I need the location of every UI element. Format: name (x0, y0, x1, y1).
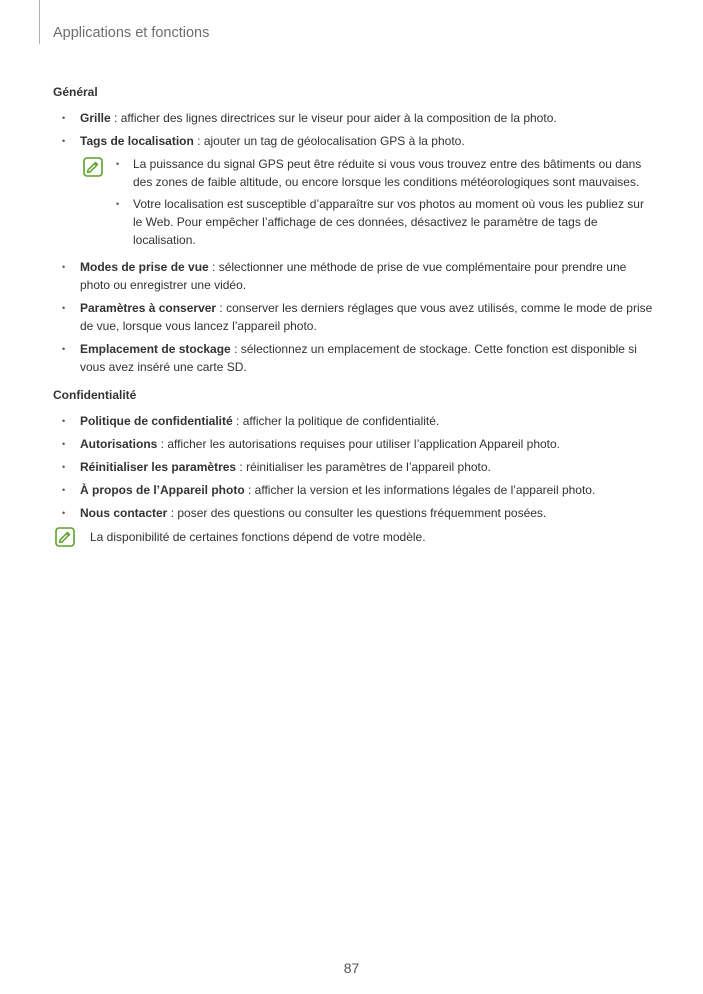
item-term: Politique de confidentialité (80, 414, 233, 428)
list-item (53, 299, 653, 335)
page-number: 87 (343, 960, 360, 976)
item-text: : ajouter un tag de géolocalisation GPS à la photo. (193, 134, 465, 148)
note-block (53, 155, 653, 249)
item-term: Tags de localisation (80, 134, 194, 148)
list-item (53, 109, 653, 127)
item-term: Nous contacter (80, 506, 168, 520)
item-text: : sélectionner une méthode de prise de vue complémentaire pour prendre une photo ou enregistrer une vidéo. (80, 260, 627, 292)
list-item (53, 340, 653, 376)
list-item (53, 258, 653, 294)
section-title-privacy: Confidentialité (53, 388, 137, 402)
item-term: Emplacement de stockage (80, 342, 231, 356)
item-text: : sélectionnez un emplacement de stockage. Cette fonction est disponible si vous avez inséré une carte SD. (80, 342, 637, 374)
item-term: Grille (80, 111, 111, 125)
list-item (53, 481, 653, 499)
list-item (53, 412, 653, 430)
footer-note (53, 528, 653, 546)
privacy-list (53, 412, 653, 522)
item-term: À propos de l’Appareil photo (80, 483, 245, 497)
item-text: : réinitialiser les paramètres de l’appareil photo. (236, 460, 491, 474)
section-title-general: Général (53, 85, 98, 99)
note-item: • La puissance du signal GPS peut être réduite si vous vous trouvez entre des bâtiments ou dans des zones de faible altitude, ou encore lorsque les conditions météorologiques sont mauvaises. (133, 155, 653, 191)
note-pen-icon (55, 527, 75, 547)
header-rule (39, 0, 40, 44)
item-text: : poser des questions ou consulter les questions fréquemment posées. (167, 506, 547, 520)
note-pen-icon (83, 157, 103, 177)
item-text: : afficher les autorisations requises pour utiliser l’application Appareil photo. (157, 437, 561, 451)
list-item (53, 435, 653, 453)
general-list-continued (53, 258, 653, 376)
list-item (53, 504, 653, 522)
footer-note-text: La disponibilité de certaines fonctions dépend de votre modèle. (90, 530, 426, 544)
page-header: Applications et fonctions (53, 25, 210, 41)
note-item: • Votre localisation est susceptible d’apparaître sur vos photos au moment où vous les publiez sur le Web. Pour empêcher l’affichage de ces données, désactivez le paramètre de tags de localisation. (133, 195, 653, 249)
item-text: : afficher des lignes directrices sur le viseur pour aider à la composition de la photo. (110, 111, 557, 125)
general-list (53, 109, 653, 150)
item-term: Autorisations (80, 437, 158, 451)
item-text: : afficher la version et les informations légales de l’appareil photo. (244, 483, 596, 497)
note-list (133, 155, 653, 249)
list-item (53, 458, 653, 476)
page-content (53, 84, 653, 546)
item-text: : conserver les derniers réglages que vous avez utilisés, comme le mode de prise de vue, lorsque vous lancez l’appareil photo. (80, 301, 653, 333)
item-term: Paramètres à conserver (80, 301, 217, 315)
list-item (53, 132, 653, 150)
item-term: Réinitialiser les paramètres (80, 460, 237, 474)
item-term: Modes de prise de vue (80, 260, 209, 274)
item-text: : afficher la politique de confidentialité. (232, 414, 440, 428)
